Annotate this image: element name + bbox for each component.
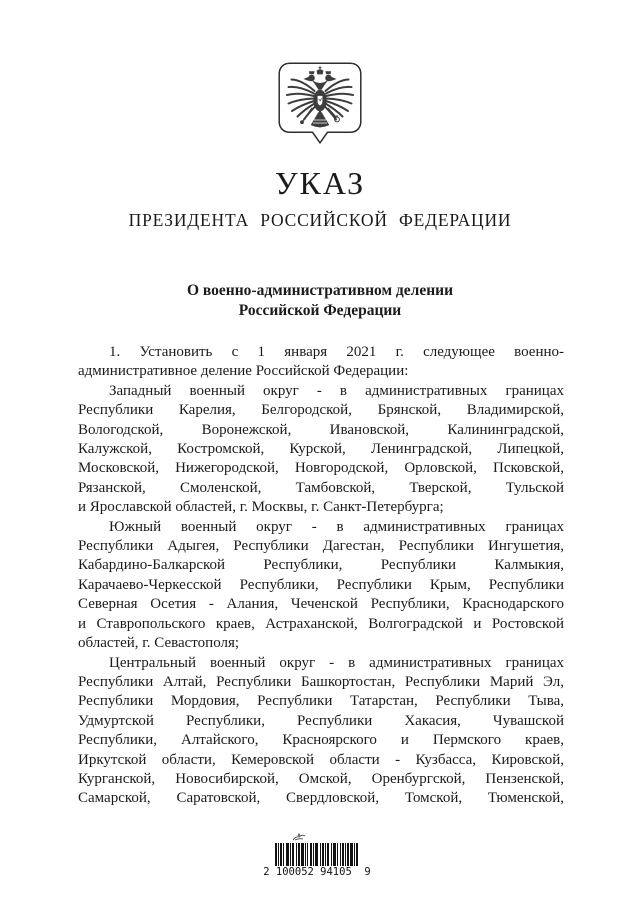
paragraph	[78, 518, 564, 654]
text-line: 1. Установить с 1 января 2021 г. следующее военно-	[109, 344, 564, 360]
barcode-number: 2 100052 94105 9	[263, 866, 371, 878]
barcode-bars	[275, 843, 359, 866]
text-line: Республики Алтай, Республики Башкортостан, Республики Марий Эл,	[78, 673, 564, 690]
decree-subject	[0, 281, 640, 321]
text-line: Кабардино-Балкарской Республики, Республики Калмыкия,	[78, 557, 564, 574]
text-line: Карачаево-Черкесской Республики, Республики Крым, Республики	[78, 576, 564, 593]
text-line: Самарской, Саратовской, Свердловской, Томской, Тюменской,	[78, 790, 564, 807]
decree-issuer: ПРЕЗИДЕНТА РОССИЙСКОЙ ФЕДЕРАЦИИ	[128, 210, 512, 230]
paragraph	[78, 654, 564, 809]
text-line: и Ставропольского краев, Астраханской, Волгоградской и Ростовской	[78, 615, 564, 632]
barcode-block	[252, 832, 382, 878]
registration-stamp-icon	[291, 832, 307, 842]
paragraph	[78, 382, 564, 518]
coat-of-arms-emblem	[0, 62, 640, 152]
text-line: Западный военный округ - в административных границах	[109, 382, 564, 399]
text-line: Республики Мордовия, Республики Татарстан, Республики Тыва,	[78, 693, 564, 710]
text-line: Рязанской, Смоленской, Тамбовской, Тверской, Тульской	[78, 479, 564, 496]
subject-line-2: Российской Федерации	[238, 302, 402, 319]
subject-line-1: О военно-административном делении	[186, 282, 453, 299]
text-line: Центральный военный округ - в административных границах	[109, 654, 564, 671]
text-line: Московской, Нижегородской, Новгородской, Орловской, Псковской,	[78, 460, 564, 477]
decree-title: УКАЗ	[274, 165, 366, 201]
text-line: Удмуртской Республики, Республики Хакасия, Чувашской	[78, 712, 564, 729]
text-line: Республики, Алтайского, Красноярского и Пермского краев,	[78, 732, 564, 749]
text-line: Северная Осетия - Алания, Чеченской Республики, Краснодарского	[78, 596, 564, 613]
text-line: Курганской, Новосибирской, Омской, Оренбургской, Пензенской,	[78, 770, 564, 787]
paragraph	[78, 343, 564, 382]
text-line: Иркутской области, Кемеровской области - Кузбасса, Кировской,	[78, 751, 564, 768]
text-line: Калужской, Костромской, Курской, Ленинградской, Липецкой,	[78, 441, 564, 458]
text-line: областей, г. Севастополя;	[78, 635, 240, 652]
double-headed-eagle-icon	[278, 62, 362, 152]
text-line: и Ярославской областей, г. Москвы, г. Санкт-Петербурга;	[78, 499, 444, 516]
text-line: Вологодской, Воронежской, Ивановской, Калининградской,	[78, 421, 564, 438]
text-line: Республики Адыгея, Республики Дагестан, Республики Ингушетия,	[78, 538, 564, 555]
text-line: Южный военный округ - в административных границах	[109, 518, 564, 535]
text-line: Республики Карелия, Белгородской, Брянской, Владимирской,	[78, 402, 564, 419]
document-body	[78, 343, 564, 809]
text-line: административное деление Российской Федерации:	[78, 363, 409, 380]
